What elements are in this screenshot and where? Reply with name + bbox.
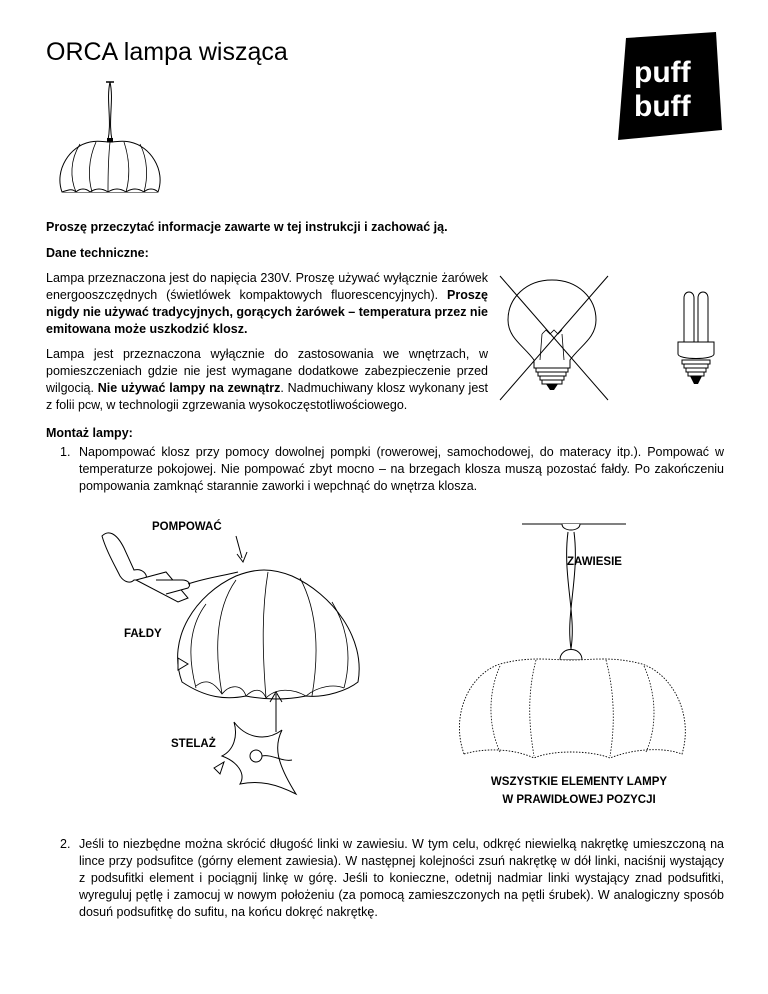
label-all-elements [470,773,688,809]
intro-text: Proszę przeczytać informacje zawarte w tej instrukcji i zachować ją. [46,220,448,234]
page-title: ORCA lampa wisząca [46,38,288,66]
label-all-line2: W PRAWIDŁOWEJ POZYCJI [502,794,656,806]
label-folds: FAŁDY [124,628,162,640]
step-1 [60,444,724,495]
tech-para2-bold: Nie używać lampy na zewnątrz [97,381,281,395]
step-1-number: 1. [60,445,71,459]
tech-para1-normal: Lampa przeznaczona jest do napięcia 230V. Proszę używać wyłącznie żarówek energooszczędnych (świetlówek kompaktowych fluorescencyjnych). [46,271,488,302]
tech-para2-a: Lampa jest przeznaczona wyłącznie do zastosowania we wnętrzach, w pomieszczeniach gdzie nie jest wymagane dodatkowe zabezpieczenie przed wilgocią. [46,347,488,395]
label-frame: STELAŻ [171,738,216,750]
inflation-diagram [96,518,396,818]
label-pump: POMPOWAĆ [152,521,222,533]
step-2 [60,836,724,921]
lamp-illustration [50,80,170,200]
tech-paragraph-1 [46,270,488,338]
incandescent-bulb-crossed-icon [494,272,614,404]
tech-para2-c: . Nadmuchiwany klosz wykonany jest z folii pcw, w technologii zgrzewania wysokoczęstotliwościowego. [46,381,489,412]
tech-heading: Dane techniczne: [46,246,149,260]
step-2-number: 2. [60,837,71,851]
tech-para1-bold: Proszę nigdy nie używać tradycyjnych, gorących żarówek – temperatura przez nie emitowana może uszkodzić klosz. [46,288,488,336]
cfl-bulb-icon [670,288,722,400]
label-all-line1: WSZYSTKIE ELEMENTY LAMPY [490,776,668,788]
logo-line2: buff [634,90,691,123]
logo-line1: puff [634,56,691,89]
assembly-heading: Montaż lampy: [46,426,133,440]
puff-buff-logo [612,30,724,142]
step-1-text: Napompować klosz przy pomocy dowolnej pompki (rowerowej, samochodowej, do materacy itp.). Pompować w temperaturze pokojowej. Nie pompować zbyt mocno – na brzegach klosza muszą pozostać fałdy. Po zakończeniu pompowania zamknąć starannie zaworki i wepchnąć do wnętrza klosza. [79,445,724,493]
label-hanger: ZAWIESIE [567,556,622,568]
step-2-text: Jeśli to niezbędne można skrócić długość linki w zawiesiu. W tym celu, odkręć niewielką nakrętkę umieszczoną na lince przy podsufitce (górny element zawiesia). W następnej kolejności zsuń nakrętkę w dół linki, naciśnij wystający z podsufitki element i pociągnij linkę w górę. Jeśli to konieczne, odetnij nadmiar linki wystający znad podsufitki, wyreguluj pętlę i zamocuj w nowym położeniu (za pomocą zamieszczonych na pętli śrubek). W analogiczny sposób dosuń podsufitkę do sufitu, na końcu dokręć nakrętkę. [79,837,724,919]
tech-paragraph-2 [46,346,488,414]
